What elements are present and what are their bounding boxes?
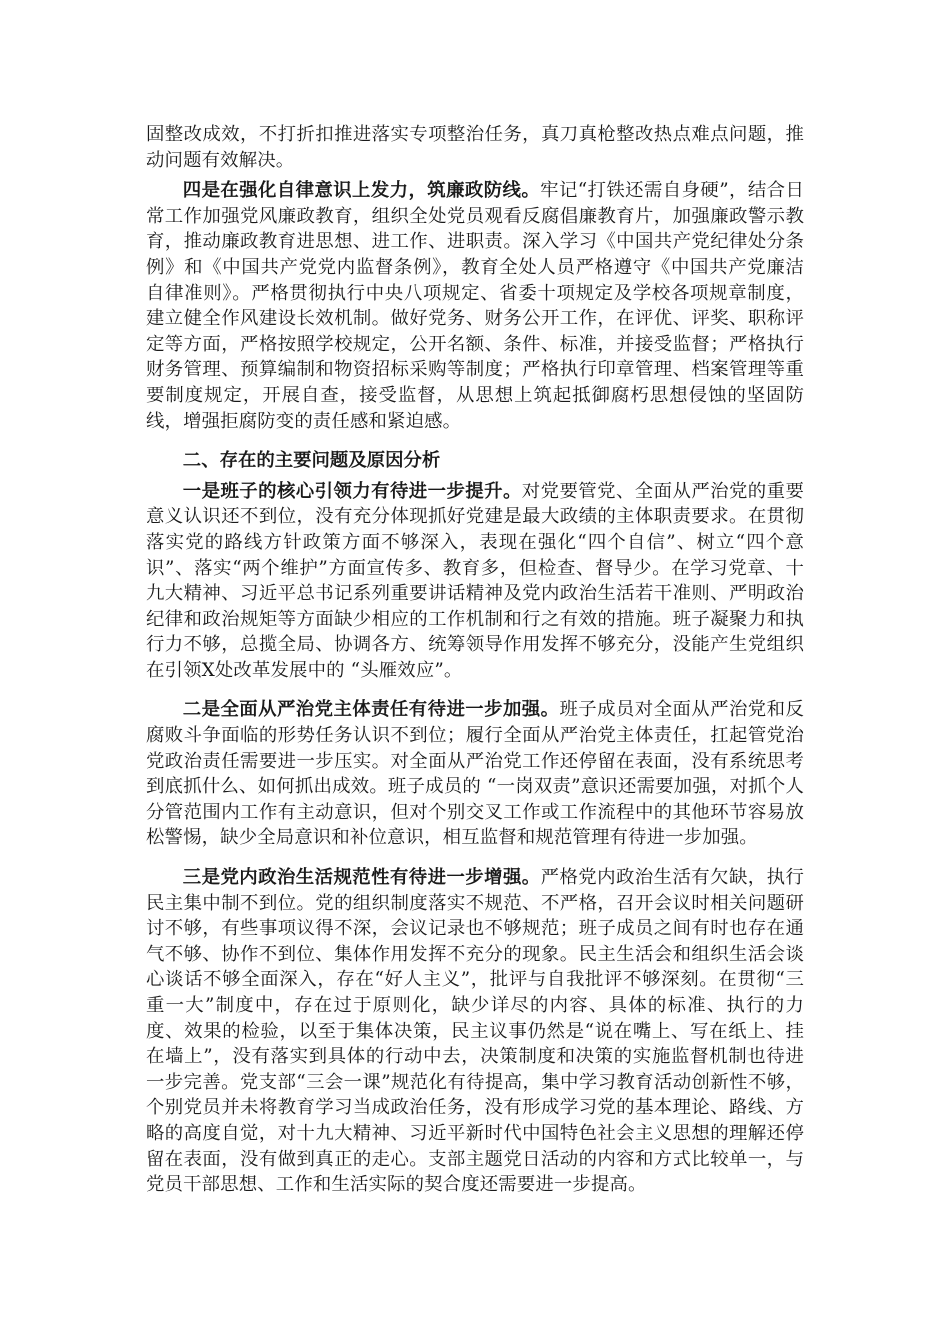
section2-item1-lead: 一是班子的核心引领力有待进一步提升。 [182,480,522,502]
section1-item4-paragraph [146,178,804,434]
section2-item2-lead: 二是全面从严治党主体责任有待进一步加强。 [182,699,560,721]
document-page [146,122,804,1198]
section2-item2-paragraph [146,697,804,851]
section2-item3-lead: 三是党内政治生活规范性有待进一步增强。 [182,867,541,889]
section2-item3-body: 严格党内政治生活有欠缺，执行民主集中制不到位。党的组织制度落实不规范、不严格，召开会议时相关问题研讨不够，有些事项议得不深，会议记录也不够规范；班子成员之间有时也存在通气不够、协作不到位、集体作用发挥不充分的现象。民主生活会和组织生活会谈心谈话不够全面深入，存在“好人主义”，批评与自我批评不够深刻。在贯彻“三重一大”制度中，存在过于原则化，缺少详尽的内容、具体的标准、执行的力度、效果的检验，以至于集体决策，民主议事仍然是“说在嘴上、写在纸上、挂在墙上”，没有落实到具体的行动中去，决策制度和决策的实施监督机制也待进一步完善。党支部“三会一课”规范化有待提高，集中学习教育活动创新性不够，个别党员并未将教育学习当成政治任务，没有形成学习党的基本理论、路线、方略的高度自觉，对十九大精神、习近平新时代中国特色社会主义思想的理解还停留在表面，没有做到真正的走心。支部主题党日活动的内容和方式比较单一，与党员干部思想、工作和生活实际的契合度还需要进一步提高。 [146,867,804,1196]
section2-item1-body: 对党要管党、全面从严治党的重要意义认识还不到位，没有充分体现抓好党建是最大政绩的主体职责要求。在贯彻落实党的路线方针政策方面不够深入，表现在强化“四个自信”、树立“四个意识”、落实“两个维护”方面宣传多、教育多，但检查、督导少。在学习党章、十九大精神、习近平总书记系列重要讲话精神及党内政治生活若干准则、严明政治纪律和政治规矩等方面缺少相应的工作机制和行之有效的措施。班子凝聚力和执行力不够，总揽全局、协调各方、统筹领导作用发挥不够充分，没能产生党组织在引领X处改革发展中的 “头雁效应”。 [146,480,804,681]
section1-item4-body: 牢记“打铁还需自身硬”，结合日常工作加强党风廉政教育，组织全处党员观看反腐倡廉教育片，加强廉政警示教育，推动廉政教育进思想、进工作、进职责。深入学习《中国共产党纪律处分条例》和《中国共产党党内监督条例》，教育全处人员严格遵守《中国共产党廉洁自律准则》。严格贯彻执行中央八项规定、省委十项规定及学校各项规章制度，建立健全作风建设长效机制。做好党务、财务公开工作，在评优、评奖、职称评定等方面，严格按照学校规定，公开名额、条件、标准，并接受监督；严格执行财务管理、预算编制和物资招标采购等制度；严格执行印章管理、档案管理等重要制度规定，开展自查，接受监督，从思想上筑起抵御腐朽思想侵蚀的坚固防线，增强拒腐防变的责任感和紧迫感。 [146,180,804,432]
section2-item3-paragraph [146,865,804,1198]
section2-item2-body: 班子成员对全面从严治党和反腐败斗争面临的形势任务认识不到位；履行全面从严治党主体责任，扛起管党治党政治责任需要进一步压实。对全面从严治党工作还停留在表面，没有系统思考到底抓什么、如何抓出成效。班子成员的 “一岗双责”意识还需要加强，对抓个人分管范围内工作有主动意识，但对个别交叉工作或工作流程中的其他环节容易放松警惕，缺少全局意识和补位意识，相互监督和规范管理有待进一步加强。 [146,699,804,849]
continuation-paragraph: 固整改成效，不打折扣推进落实专项整治任务，真刀真枪整改热点难点问题，推动问题有效解决。 [146,124,804,171]
section2-item1-paragraph [146,479,804,684]
section1-item4-lead: 四是在强化自律意识上发力，筑廉政防线。 [182,180,541,202]
section2-heading: 二、存在的主要问题及原因分析 [182,450,441,472]
